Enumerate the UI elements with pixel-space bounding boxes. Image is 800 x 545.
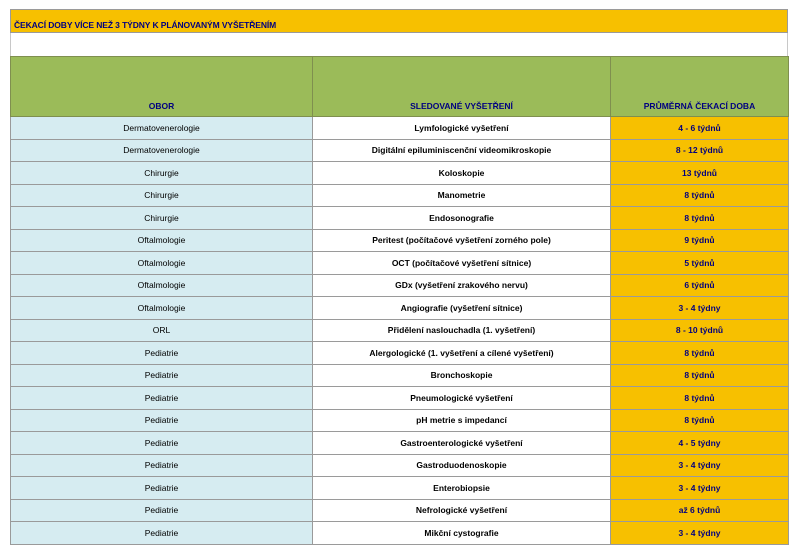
cell-obor[interactable]: Chirurgie: [11, 207, 313, 230]
cell-doba[interactable]: 3 - 4 týdny: [611, 454, 789, 477]
cell-obor[interactable]: ORL: [11, 319, 313, 342]
cell-vysetreni[interactable]: Alergologické (1. vyšetření a cílené vyšetření): [313, 342, 611, 365]
cell-doba[interactable]: 6 týdnů: [611, 274, 789, 297]
cell-doba[interactable]: 4 - 5 týdny: [611, 432, 789, 455]
cell-vysetreni[interactable]: Nefrologické vyšetření: [313, 499, 611, 522]
cell-vysetreni[interactable]: pH metrie s impedancí: [313, 409, 611, 432]
cell-obor[interactable]: Dermatovenerologie: [11, 117, 313, 140]
table-row: [11, 477, 789, 500]
table-row: [11, 139, 789, 162]
cell-doba[interactable]: 8 týdnů: [611, 364, 789, 387]
cell-obor[interactable]: Dermatovenerologie: [11, 139, 313, 162]
cell-vysetreni[interactable]: Enterobiopsie: [313, 477, 611, 500]
table-row: [11, 274, 789, 297]
table-row: [11, 319, 789, 342]
cell-vysetreni[interactable]: Gastroduodenoskopie: [313, 454, 611, 477]
table-row: [11, 387, 789, 410]
table-row: [11, 252, 789, 275]
cell-obor[interactable]: Pediatrie: [11, 387, 313, 410]
cell-obor[interactable]: Oftalmologie: [11, 229, 313, 252]
cell-obor[interactable]: Pediatrie: [11, 499, 313, 522]
table-title[interactable]: ČEKACÍ DOBY VÍCE NEŽ 3 TÝDNY K PLÁNOVANÝM VYŠETŘENÍM: [10, 9, 788, 33]
cell-vysetreni[interactable]: GDx (vyšetření zrakového nervu): [313, 274, 611, 297]
cell-doba[interactable]: 8 týdnů: [611, 207, 789, 230]
cell-obor[interactable]: Pediatrie: [11, 342, 313, 365]
cell-doba[interactable]: 13 týdnů: [611, 162, 789, 185]
table-row: [11, 117, 789, 140]
table-row: [11, 522, 789, 545]
cell-vysetreni[interactable]: Mikční cystografie: [313, 522, 611, 545]
table-row: [11, 499, 789, 522]
cell-vysetreni[interactable]: Lymfologické vyšetření: [313, 117, 611, 140]
cell-doba[interactable]: 8 - 10 týdnů: [611, 319, 789, 342]
cell-doba[interactable]: 3 - 4 týdny: [611, 297, 789, 320]
table-row: [11, 364, 789, 387]
cell-vysetreni[interactable]: Manometrie: [313, 184, 611, 207]
cell-vysetreni[interactable]: Endosonografie: [313, 207, 611, 230]
header-obor[interactable]: OBOR: [11, 57, 313, 117]
cell-obor[interactable]: Pediatrie: [11, 522, 313, 545]
cell-doba[interactable]: 3 - 4 týdny: [611, 522, 789, 545]
cell-obor[interactable]: Oftalmologie: [11, 274, 313, 297]
header-vysetreni[interactable]: SLEDOVANÉ VYŠETŘENÍ: [313, 57, 611, 117]
table-row: [11, 229, 789, 252]
table-row: [11, 432, 789, 455]
cell-vysetreni[interactable]: Peritest (počítačové vyšetření zorného pole): [313, 229, 611, 252]
table-row: [11, 409, 789, 432]
cell-doba[interactable]: 3 - 4 týdny: [611, 477, 789, 500]
cell-doba[interactable]: až 6 týdnů: [611, 499, 789, 522]
cell-vysetreni[interactable]: OCT (počítačové vyšetření sítnice): [313, 252, 611, 275]
cell-vysetreni[interactable]: Digitální epiluminiscenční videomikroskopie: [313, 139, 611, 162]
cell-obor[interactable]: Pediatrie: [11, 454, 313, 477]
cell-vysetreni[interactable]: Gastroenterologické vyšetření: [313, 432, 611, 455]
cell-vysetreni[interactable]: Angiografie (vyšetření sítnice): [313, 297, 611, 320]
cell-vysetreni[interactable]: Bronchoskopie: [313, 364, 611, 387]
cell-obor[interactable]: Chirurgie: [11, 184, 313, 207]
cell-obor[interactable]: Oftalmologie: [11, 252, 313, 275]
cell-doba[interactable]: 8 týdnů: [611, 342, 789, 365]
cell-doba[interactable]: 9 týdnů: [611, 229, 789, 252]
cell-obor[interactable]: Pediatrie: [11, 477, 313, 500]
cell-obor[interactable]: Pediatrie: [11, 409, 313, 432]
table-row: [11, 162, 789, 185]
header-doba[interactable]: PRŮMĚRNÁ ČEKACÍ DOBA: [611, 57, 789, 117]
table-row: [11, 342, 789, 365]
cell-doba[interactable]: 8 - 12 týdnů: [611, 139, 789, 162]
cell-obor[interactable]: Chirurgie: [11, 162, 313, 185]
cell-doba[interactable]: 8 týdnů: [611, 387, 789, 410]
cell-obor[interactable]: Pediatrie: [11, 432, 313, 455]
cell-doba[interactable]: 8 týdnů: [611, 409, 789, 432]
cell-obor[interactable]: Oftalmologie: [11, 297, 313, 320]
cell-vysetreni[interactable]: Koloskopie: [313, 162, 611, 185]
waiting-times-table: [10, 56, 789, 545]
cell-doba[interactable]: 8 týdnů: [611, 184, 789, 207]
spreadsheet: [10, 9, 788, 545]
empty-row[interactable]: [10, 33, 788, 56]
cell-vysetreni[interactable]: Pneumologické vyšetření: [313, 387, 611, 410]
cell-obor[interactable]: Pediatrie: [11, 364, 313, 387]
cell-vysetreni[interactable]: Přidělení naslouchadla (1. vyšetření): [313, 319, 611, 342]
table-row: [11, 207, 789, 230]
table-row: [11, 297, 789, 320]
cell-doba[interactable]: 5 týdnů: [611, 252, 789, 275]
table-row: [11, 184, 789, 207]
cell-doba[interactable]: 4 - 6 týdnů: [611, 117, 789, 140]
header-row: [11, 57, 789, 117]
table-row: [11, 454, 789, 477]
